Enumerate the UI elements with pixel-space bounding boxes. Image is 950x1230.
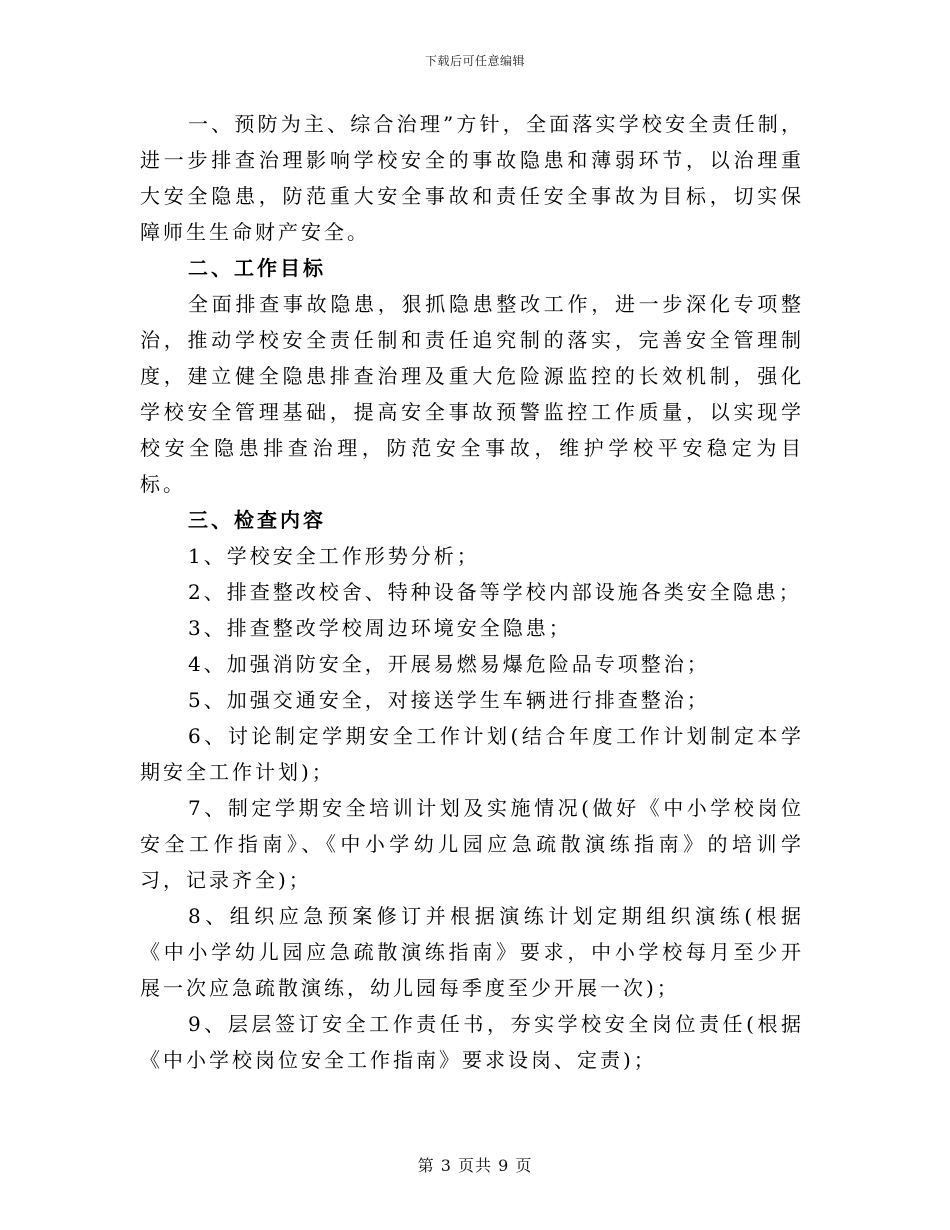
page-number: 第 3 页共 9 页 xyxy=(417,1156,533,1175)
list-item: 2、排查整改校舍、特种设备等学校内部设施各类安全隐患； xyxy=(188,580,802,604)
section-heading-inspection: 三、检查内容 xyxy=(188,508,326,532)
paragraph-principle: 一、预防为主、综合治理”方针，全面落实学校安全责任制，进一步排查治理影响学校安全的事故隐患和薄弱环节，以治理重大安全隐患，防范重大安全事故和责任安全事故为目标，切实保障师生生命财产安全。 xyxy=(140,112,804,244)
section-heading-goals: 二、工作目标 xyxy=(188,256,326,280)
list-item: 5、加强交通安全，对接送学生车辆进行排查整治； xyxy=(188,688,710,712)
list-item: 8、组织应急预案修订并根据演练计划定期组织演练(根据《中小学幼儿园应急疏散演练指南》要求，中小学校每月至少开展一次应急疏散演练，幼儿园每季度至少开展一次)； xyxy=(140,904,804,1000)
page-header: 下载后可任意编辑 xyxy=(424,54,525,68)
list-item: 7、制定学期安全培训计划及实施情况(做好《中小学校岗位安全工作指南》、《中小学幼儿园应急疏散演练指南》的培训学习，记录齐全)； xyxy=(140,796,804,892)
paragraph-goals: 全面排查事故隐患，狠抓隐患整改工作，进一步深化专项整治，推动学校安全责任制和责任追究制的落实，完善安全管理制度，建立健全隐患排查治理及重大危险源监控的长效机制，强化学校安全管理基础，提高安全事故预警监控工作质量，以实现学校安全隐患排查治理，防范安全事故，维护学校平安稳定为目标。 xyxy=(140,292,804,496)
list-item: 6、讨论制定学期安全工作计划(结合年度工作计划制定本学期安全工作计划)； xyxy=(140,724,804,784)
list-item: 4、加强消防安全，开展易燃易爆危险品专项整治； xyxy=(188,652,710,676)
list-item: 9、层层签订安全工作责任书，夯实学校安全岗位责任(根据《中小学校岗位安全工作指南》要求设岗、定责)； xyxy=(140,1012,804,1072)
list-item: 1、学校安全工作形势分析； xyxy=(188,544,480,568)
document-body xyxy=(140,106,804,1078)
list-item: 3、排查整改学校周边环境安全隐患； xyxy=(188,616,572,640)
